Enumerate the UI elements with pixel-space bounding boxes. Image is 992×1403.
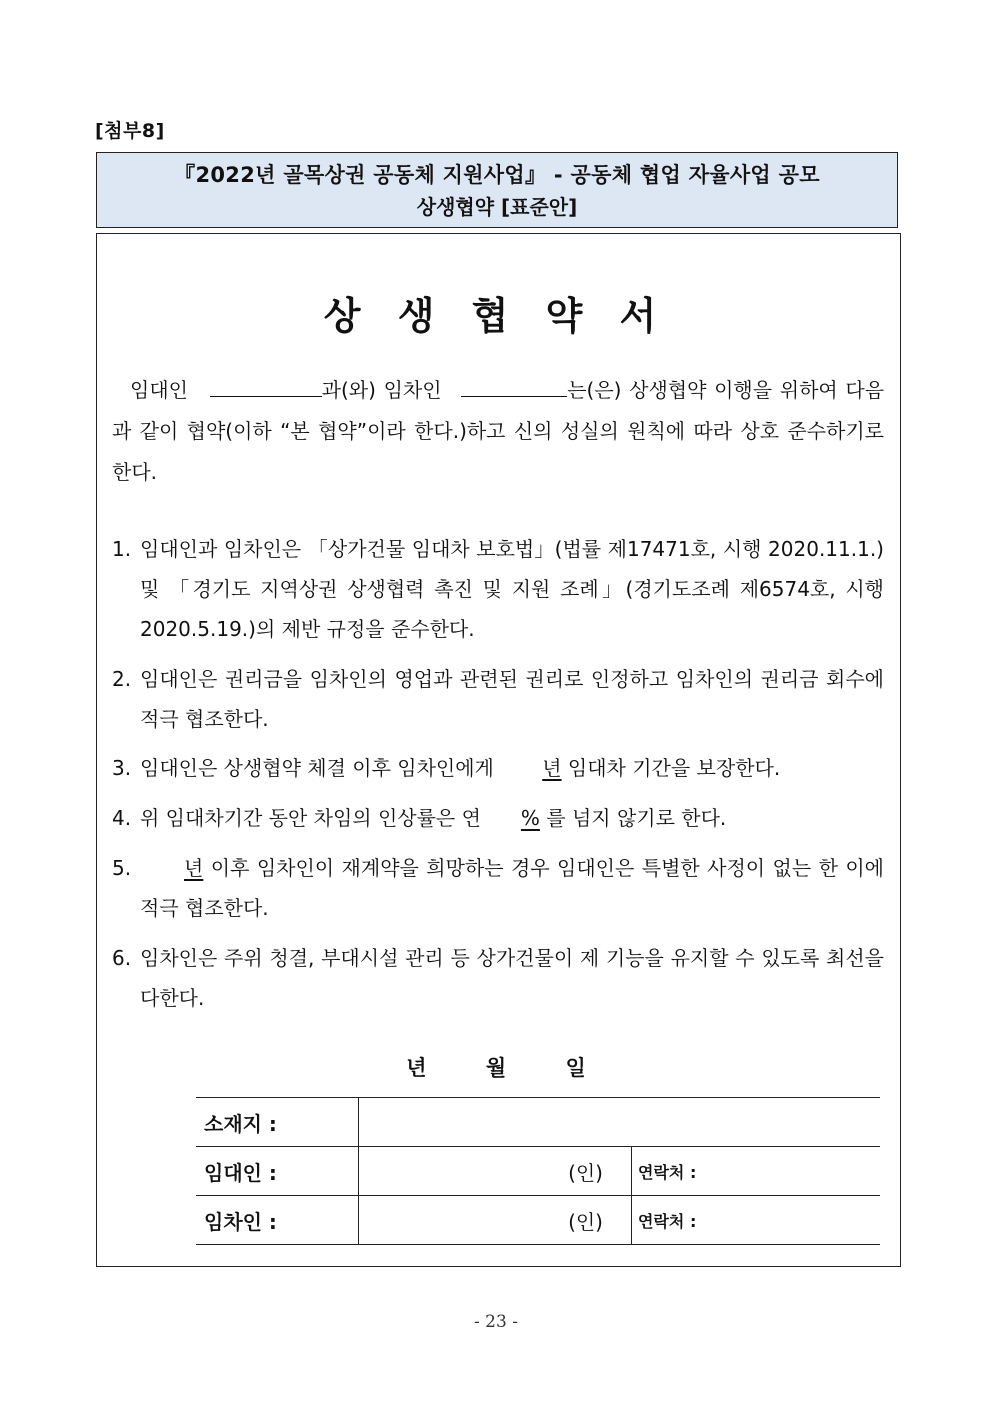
clause-text-post: 를 넘지 않기로 한다. <box>546 806 727 830</box>
intro-lessor-label: 임대인 <box>130 378 188 402</box>
lessee-row <box>196 1196 880 1245</box>
intro-body: 는(은) 상생협약 이행을 위하여 다음과 같이 협약(이하 “본 협약”이라 한다.)하고 신의 성실의 원칙에 따라 상호 준수하기로 한다. <box>112 378 885 484</box>
clause-number: 2. <box>112 667 132 691</box>
lessee-label: 임차인 : <box>196 1196 359 1245</box>
intro-paragraph <box>112 370 884 493</box>
date-year[interactable]: 년 <box>406 1056 427 1080</box>
signature-table <box>196 1097 880 1245</box>
page-number: - 23 - <box>474 1312 518 1332</box>
clause-1 <box>112 529 884 649</box>
clause-number: 6. <box>112 946 132 970</box>
date-day[interactable]: 일 <box>565 1056 586 1080</box>
clause-text: 임대인은 권리금을 임차인의 영업과 관련된 권리로 인정하고 임차인의 권리금 회수에 적극 협조한다. <box>140 667 884 731</box>
date-line <box>0 1052 992 1082</box>
renewal-years-blank[interactable]: 년 <box>184 856 204 880</box>
date-month[interactable]: 월 <box>485 1056 507 1080</box>
lessee-contact-field[interactable]: 연락처 : <box>632 1196 881 1245</box>
lessor-contact-field[interactable]: 연락처 : <box>632 1147 881 1196</box>
document-title: 상 생 협 약 서 <box>323 294 669 338</box>
lessor-label: 임대인 : <box>196 1147 359 1196</box>
clause-text <box>140 848 884 928</box>
clause-text-post: 임대차 기간을 보장한다. <box>567 756 781 780</box>
location-field[interactable] <box>359 1098 881 1147</box>
clause-number: 5. <box>112 856 132 880</box>
lessee-name-blank[interactable] <box>461 376 567 397</box>
clause-number: 1. <box>112 537 132 561</box>
clause-text-pre: 임대인은 상생협약 체결 이후 임차인에게 <box>140 756 494 780</box>
clause-text: 임대인과 임차인은 「상가건물 임대차 보호법」(법률 제17471호, 시행 2020.11.1.) 및 「경기도 지역상권 상생협력 촉진 및 지원 조례」(경기도조례 제6574호, 시행 2020.5.19.)의 제반 규정을 준수한다. <box>140 537 884 641</box>
clause-number: 4. <box>112 806 132 830</box>
lessor-name-blank[interactable] <box>210 376 322 397</box>
location-row <box>196 1098 880 1147</box>
header-box <box>96 152 898 228</box>
lease-years-blank[interactable]: 년 <box>542 756 562 780</box>
clause-text-pre: 위 임대차기간 동안 차임의 인상률은 연 <box>140 806 481 830</box>
lessor-row <box>196 1147 880 1196</box>
clause-text: 임차인은 주위 청결, 부대시설 관리 등 상가건물이 제 기능을 유지할 수 있도록 최선을 다한다. <box>140 946 884 1010</box>
clause-4 <box>112 798 884 838</box>
clause-2 <box>112 659 884 739</box>
lessee-seal-field[interactable]: (인) <box>359 1196 632 1245</box>
clause-6 <box>112 938 884 1018</box>
rent-increase-blank[interactable]: % <box>520 806 540 830</box>
clause-text <box>140 748 884 788</box>
clause-text <box>140 798 884 838</box>
clause-text-post: 이후 임차인이 재계약을 희망하는 경우 임대인은 특별한 사정이 없는 한 이에 적극 협조한다. <box>140 856 884 920</box>
clause-number: 3. <box>112 756 132 780</box>
clause-3 <box>112 748 884 788</box>
location-label: 소재지 : <box>196 1098 359 1147</box>
header-title: 『2022년 골목상권 공동체 지원사업』 - 공동체 협업 자율사업 공모 <box>174 163 820 187</box>
intro-lessee-label: 과(와) 임차인 <box>321 378 442 402</box>
lessor-seal-field[interactable]: (인) <box>359 1147 632 1196</box>
clause-5 <box>112 848 884 928</box>
header-subtitle: 상생협약 [표준안] <box>416 195 578 219</box>
attachment-label: [첨부8] <box>95 120 165 142</box>
